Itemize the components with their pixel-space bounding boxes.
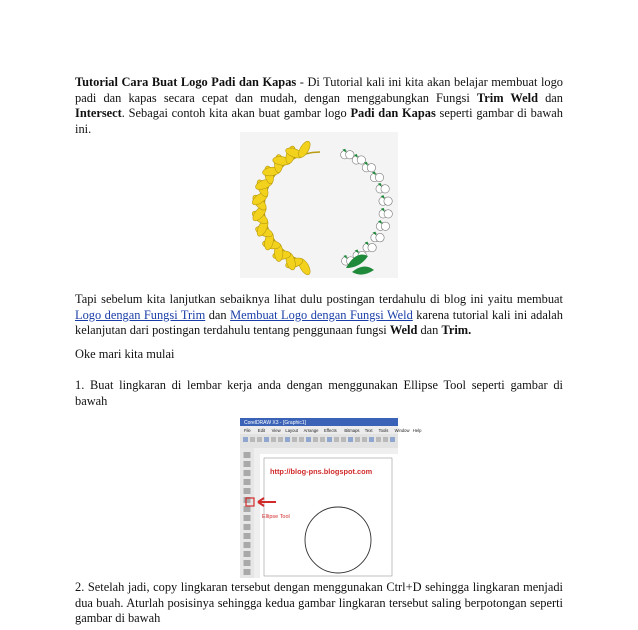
step-2-paragraph: 2. Setelah jadi, copy lingkaran tersebut dengan menggunakan Ctrl+D sehingga lingkaran menjadi dua buah. Aturlah posisinya sehingga kedua gambar lingkaran tersebut saling berpotongan seperti gambar di bawah <box>75 580 563 625</box>
menu-item[interactable]: Text <box>364 428 373 433</box>
menu-item[interactable]: Arrange <box>303 428 319 433</box>
toolbar-icon[interactable] <box>243 437 248 442</box>
bold-trim: Trim. <box>441 323 472 337</box>
para-text: karena tutorial kali ini adalah kelanjutan dari postingan terdahulu tentang penggunaan fungsi <box>75 307 563 337</box>
tool-icon[interactable] <box>244 452 251 458</box>
intro-text: dan <box>537 90 564 105</box>
toolbar-icon[interactable] <box>313 437 318 442</box>
intro-text: - Di Tutorial kali ini kita akan belajar membuat logo padi dan kapas secara cepat dan mudah, dengan menggabungkan Fungsi <box>75 75 563 105</box>
kapas-boll <box>375 173 383 181</box>
tool-icon[interactable] <box>244 479 251 485</box>
link-logo-weld[interactable]: Membuat Logo dengan Fungsi Weld <box>230 307 413 322</box>
menu-item[interactable]: View <box>271 428 281 433</box>
kapas-boll <box>367 164 375 172</box>
toolbar-icon[interactable] <box>327 437 332 442</box>
ruler-vertical <box>254 454 260 578</box>
toolbar-icon[interactable] <box>369 437 374 442</box>
toolbar-icon[interactable] <box>334 437 339 442</box>
toolbar-icon[interactable] <box>320 437 325 442</box>
toolbar-icon[interactable] <box>362 437 367 442</box>
kapas-boll <box>368 243 376 251</box>
tool-icon[interactable] <box>244 515 251 521</box>
watermark-url: http://blog-pns.blogspot.com <box>270 467 373 476</box>
toolbar-icon[interactable] <box>257 437 262 442</box>
tool-icon[interactable] <box>244 551 251 557</box>
toolbar-icon[interactable] <box>292 437 297 442</box>
menu-item[interactable]: File <box>244 428 251 433</box>
tool-icon[interactable] <box>244 488 251 494</box>
start-paragraph: Oke mari kita mulai <box>75 347 175 361</box>
para-text: dan <box>417 323 442 337</box>
toolbar-icon[interactable] <box>306 437 311 442</box>
tool-icon[interactable] <box>244 533 251 539</box>
para-text: dan <box>205 307 231 322</box>
bold-intersect: Intersect <box>75 106 122 120</box>
previous-posts-paragraph <box>75 292 563 339</box>
tool-icon[interactable] <box>244 524 251 530</box>
tool-icon[interactable] <box>244 560 251 566</box>
toolbar <box>240 434 398 448</box>
kapas-boll <box>381 185 389 193</box>
toolbar-icon[interactable] <box>285 437 290 442</box>
menu-item[interactable]: Layout <box>285 428 298 433</box>
tool-icon[interactable] <box>244 470 251 476</box>
tool-icon[interactable] <box>244 506 251 512</box>
intro-paragraph <box>75 75 563 137</box>
menu-item[interactable]: Window <box>394 428 410 433</box>
toolbar-icon[interactable] <box>250 437 255 442</box>
kapas-boll <box>384 197 392 205</box>
step-1-paragraph: 1. Buat lingkaran di lembar kerja anda dengan menggunakan Ellipse Tool seperti gambar di bawah <box>75 378 563 408</box>
toolbar-icon[interactable] <box>278 437 283 442</box>
tool-icon[interactable] <box>244 461 251 467</box>
toolbar-icon[interactable] <box>376 437 381 442</box>
toolbar-icon[interactable] <box>355 437 360 442</box>
toolbox <box>240 448 254 578</box>
menu-item[interactable]: Edit <box>257 428 266 433</box>
menu-item[interactable]: Effects <box>324 428 337 433</box>
link-logo-trim[interactable]: Logo dengan Fungsi Trim <box>75 307 206 322</box>
toolbar-icon[interactable] <box>341 437 346 442</box>
menu-item[interactable]: Tools <box>378 428 389 433</box>
menu-item[interactable]: Bitmaps <box>344 428 360 433</box>
kapas-boll <box>376 233 384 241</box>
padi-kapas-logo-image <box>240 132 398 278</box>
bold-padi-kapas: Padi dan Kapas <box>350 106 436 120</box>
intro-text: . Sebagai contoh kita akan buat gambar logo <box>121 106 351 120</box>
ruler-horizontal <box>254 448 398 454</box>
ellipse-tool-label: Ellipse Tool <box>262 514 290 520</box>
toolbar-icon[interactable] <box>383 437 388 442</box>
menu-item[interactable]: Help <box>412 428 422 433</box>
intro-text: seperti gambar di bawah ini. <box>75 106 563 136</box>
para-text: Tapi sebelum kita lanjutkan sebaiknya lihat dulu postingan terdahulu di blog ini yaitu membuat <box>75 292 563 306</box>
article-title: Tutorial Cara Buat Logo Padi dan Kapas <box>75 75 297 89</box>
toolbar-icon[interactable] <box>264 437 269 442</box>
bold-trim-weld: Trim Weld <box>476 90 538 105</box>
kapas-boll <box>384 210 392 218</box>
window-title: CorelDRAW X3 - [Graphic1] <box>244 420 307 426</box>
toolbar-icon[interactable] <box>271 437 276 442</box>
toolbar-icon[interactable] <box>390 437 395 442</box>
menu-items <box>244 428 422 433</box>
tool-icon[interactable] <box>244 542 251 548</box>
coreldraw-screenshot-image <box>240 418 422 578</box>
bold-weld: Weld <box>389 323 418 337</box>
toolbar-icon[interactable] <box>299 437 304 442</box>
toolbar-icon[interactable] <box>348 437 353 442</box>
tool-icon[interactable] <box>244 569 251 575</box>
kapas-boll <box>381 222 389 230</box>
